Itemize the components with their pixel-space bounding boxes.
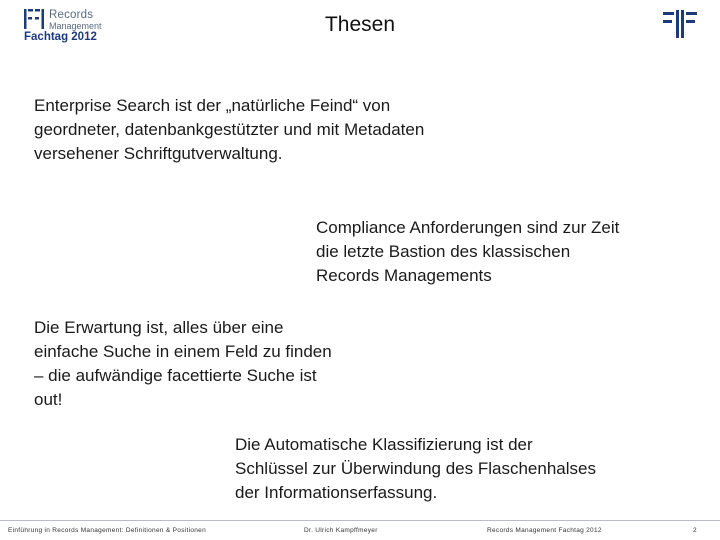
footer-event: Records Management Fachtag 2012 xyxy=(487,527,602,534)
thesis-search-expectation: Die Erwartung ist, alles über eine einfache Suche in einem Feld zu finden – die aufwändige facettierte Suche ist out! xyxy=(34,318,332,409)
logo-line-3: Fachtag 2012 xyxy=(24,31,97,43)
logo-line-1: Records xyxy=(49,9,94,21)
page-title: Thesen xyxy=(324,13,396,36)
page-number: 2 xyxy=(693,527,697,534)
footer-presentation-title: Einführung in Records Management: Definitionen & Positionen xyxy=(8,527,207,534)
thesis-automatic-classification: Die Automatische Klassifizierung ist der Schlüssel zur Überwindung des Flaschenhalses der Informationserfassung. xyxy=(235,435,596,502)
thesis-enterprise-search: Enterprise Search ist der „natürliche Feind“ von geordneter, datenbankgestützter und mit Metadaten versehener Schriftgutverwaltung. xyxy=(34,96,425,163)
logo-line-2: Management xyxy=(49,21,102,31)
thesis-compliance: Compliance Anforderungen sind zur Zeit die letzte Bastion des klassischen Records Managements xyxy=(316,218,620,285)
footer-divider xyxy=(0,520,720,521)
footer-author: Dr. Ulrich Kampffmeyer xyxy=(304,527,378,534)
brand-mark-icon xyxy=(663,10,697,38)
